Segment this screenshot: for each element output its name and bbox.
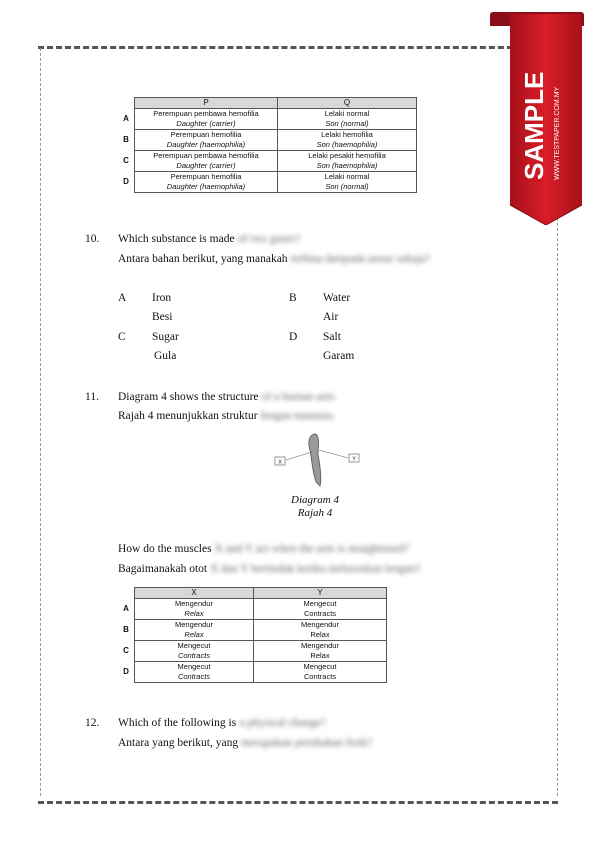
option-letter: A bbox=[118, 292, 127, 304]
sample-site: WWW.TESTPAPER.COM.MY bbox=[554, 86, 561, 180]
p-en: Daughter (carrier) bbox=[176, 119, 236, 128]
table-row bbox=[118, 599, 387, 620]
table-row bbox=[118, 172, 417, 193]
x-ms: Mengendur bbox=[175, 599, 213, 608]
pointer-line-x bbox=[286, 452, 312, 460]
question-10-en: Which substance is made of two gases? bbox=[118, 233, 301, 245]
arm-shape bbox=[309, 434, 321, 486]
header-p: P bbox=[135, 98, 278, 109]
redacted-text: of two gases? bbox=[237, 233, 301, 245]
y-ms: Mengendur bbox=[301, 641, 339, 650]
y-ms: Mengecut bbox=[303, 662, 337, 671]
x-en: Contracts bbox=[177, 672, 211, 681]
y-en: Relax bbox=[310, 651, 330, 660]
y-ms: Mengendur bbox=[301, 620, 339, 629]
option-a-en: Iron bbox=[152, 292, 172, 304]
x-ms: Mengecut bbox=[177, 662, 211, 671]
option-b-en: Water bbox=[323, 292, 351, 304]
header-y: Y bbox=[254, 588, 387, 599]
question-12-ms: Antara yang berikut, yang merupakan perubahan fizik? bbox=[118, 737, 372, 749]
header-q: Q bbox=[278, 98, 417, 109]
row-letter: C bbox=[123, 156, 129, 165]
redacted-text: lengan manusia. bbox=[260, 410, 336, 422]
q-ms: Lelaki pesakit hemofilia bbox=[308, 151, 386, 160]
row-letter: B bbox=[123, 625, 129, 634]
question-11-number: 11. bbox=[85, 391, 99, 403]
arm-muscle-diagram bbox=[268, 430, 368, 490]
x-ms: Mengendur bbox=[175, 620, 213, 629]
q-ms: Lelaki normal bbox=[324, 109, 370, 118]
table-row bbox=[118, 151, 417, 172]
redacted-text: terbina daripada unsur sahaja? bbox=[290, 253, 431, 265]
redacted-text: a physical change? bbox=[239, 717, 327, 729]
q-ms: Lelaki normal bbox=[324, 172, 370, 181]
p-en: Daughter (haemophilia) bbox=[166, 182, 246, 191]
q-en: Son (haemophilia) bbox=[316, 161, 378, 170]
option-b-ms: Air bbox=[323, 311, 339, 323]
diagram-caption-en: Diagram 4 bbox=[291, 494, 339, 506]
redacted-text: X and Y act when the arm is straightened? bbox=[214, 543, 410, 555]
y-en: Contracts bbox=[303, 672, 337, 681]
x-en: Contracts bbox=[177, 651, 211, 660]
y-ms: Mengecut bbox=[303, 599, 337, 608]
label-x: X bbox=[278, 459, 282, 466]
option-letter: D bbox=[289, 331, 298, 343]
pq-answer-table bbox=[118, 97, 417, 193]
redacted-text: of a human arm. bbox=[261, 391, 337, 403]
pointer-line-y bbox=[319, 450, 348, 458]
option-letter: B bbox=[289, 292, 297, 304]
label-y: Y bbox=[352, 456, 356, 463]
question-11-ms: Rajah 4 menunjukkan struktur lengan manusia. bbox=[118, 410, 336, 422]
row-letter: D bbox=[123, 177, 129, 186]
p-ms: Perempuan hemofilia bbox=[170, 130, 242, 139]
x-ms: Mengecut bbox=[177, 641, 211, 650]
diagram-caption-ms: Rajah 4 bbox=[297, 507, 333, 519]
redacted-text: X dan Y bertindak ketika meluruskan lengan? bbox=[210, 563, 421, 575]
question-11-sub-en: How do the muscles X and Y act when the arm is straightened? bbox=[118, 543, 410, 555]
table-row bbox=[118, 641, 387, 662]
xy-answer-table bbox=[118, 587, 387, 683]
question-11-sub-ms: Bagaimanakah otot X dan Y bertindak ketika meluruskan lengan? bbox=[118, 563, 421, 575]
q-en: Son (haemophilia) bbox=[316, 140, 378, 149]
q-en: Son (normal) bbox=[325, 182, 369, 191]
p-ms: Perempuan hemofilia bbox=[170, 172, 242, 181]
option-letter: C bbox=[118, 331, 126, 343]
option-a-ms: Besi bbox=[152, 311, 173, 323]
q-ms: Lelaki hemofilia bbox=[321, 130, 373, 139]
p-ms: Perempuan pembawa hemofilia bbox=[153, 151, 259, 160]
y-en: Contracts bbox=[303, 609, 337, 618]
question-12-number: 12. bbox=[85, 717, 100, 729]
row-letter: B bbox=[123, 135, 129, 144]
table-row bbox=[118, 662, 387, 683]
sample-watermark-text bbox=[505, 58, 585, 188]
option-c-ms: Gula bbox=[154, 350, 177, 362]
question-10-ms: Antara bahan berikut, yang manakah terbina daripada unsur sahaja? bbox=[118, 253, 431, 265]
row-letter: C bbox=[123, 646, 129, 655]
option-c-en: Sugar bbox=[152, 331, 179, 343]
redacted-text: merupakan perubahan fizik? bbox=[241, 737, 372, 749]
p-en: Daughter (carrier) bbox=[176, 161, 236, 170]
x-en: Relax bbox=[184, 609, 204, 618]
question-12-en: Which of the following is a physical change? bbox=[118, 717, 327, 729]
q-en: Son (normal) bbox=[325, 119, 369, 128]
header-x: X bbox=[135, 588, 254, 599]
option-d-en: Salt bbox=[323, 331, 341, 343]
question-11-en: Diagram 4 shows the structure of a human arm. bbox=[118, 391, 337, 403]
p-en: Daughter (haemophilia) bbox=[166, 140, 246, 149]
question-10-number: 10. bbox=[85, 233, 100, 245]
row-letter: A bbox=[123, 114, 129, 123]
row-letter: D bbox=[123, 667, 129, 676]
table-row bbox=[118, 130, 417, 151]
x-en: Relax bbox=[184, 630, 204, 639]
table-row bbox=[118, 109, 417, 130]
sample-label: SAMPLE bbox=[519, 71, 549, 180]
p-ms: Perempuan pembawa hemofilia bbox=[153, 109, 259, 118]
row-letter: A bbox=[123, 604, 129, 613]
table-row bbox=[118, 620, 387, 641]
frame-left-edge bbox=[40, 48, 41, 796]
option-d-ms: Garam bbox=[323, 350, 355, 362]
y-en: Relax bbox=[310, 630, 330, 639]
